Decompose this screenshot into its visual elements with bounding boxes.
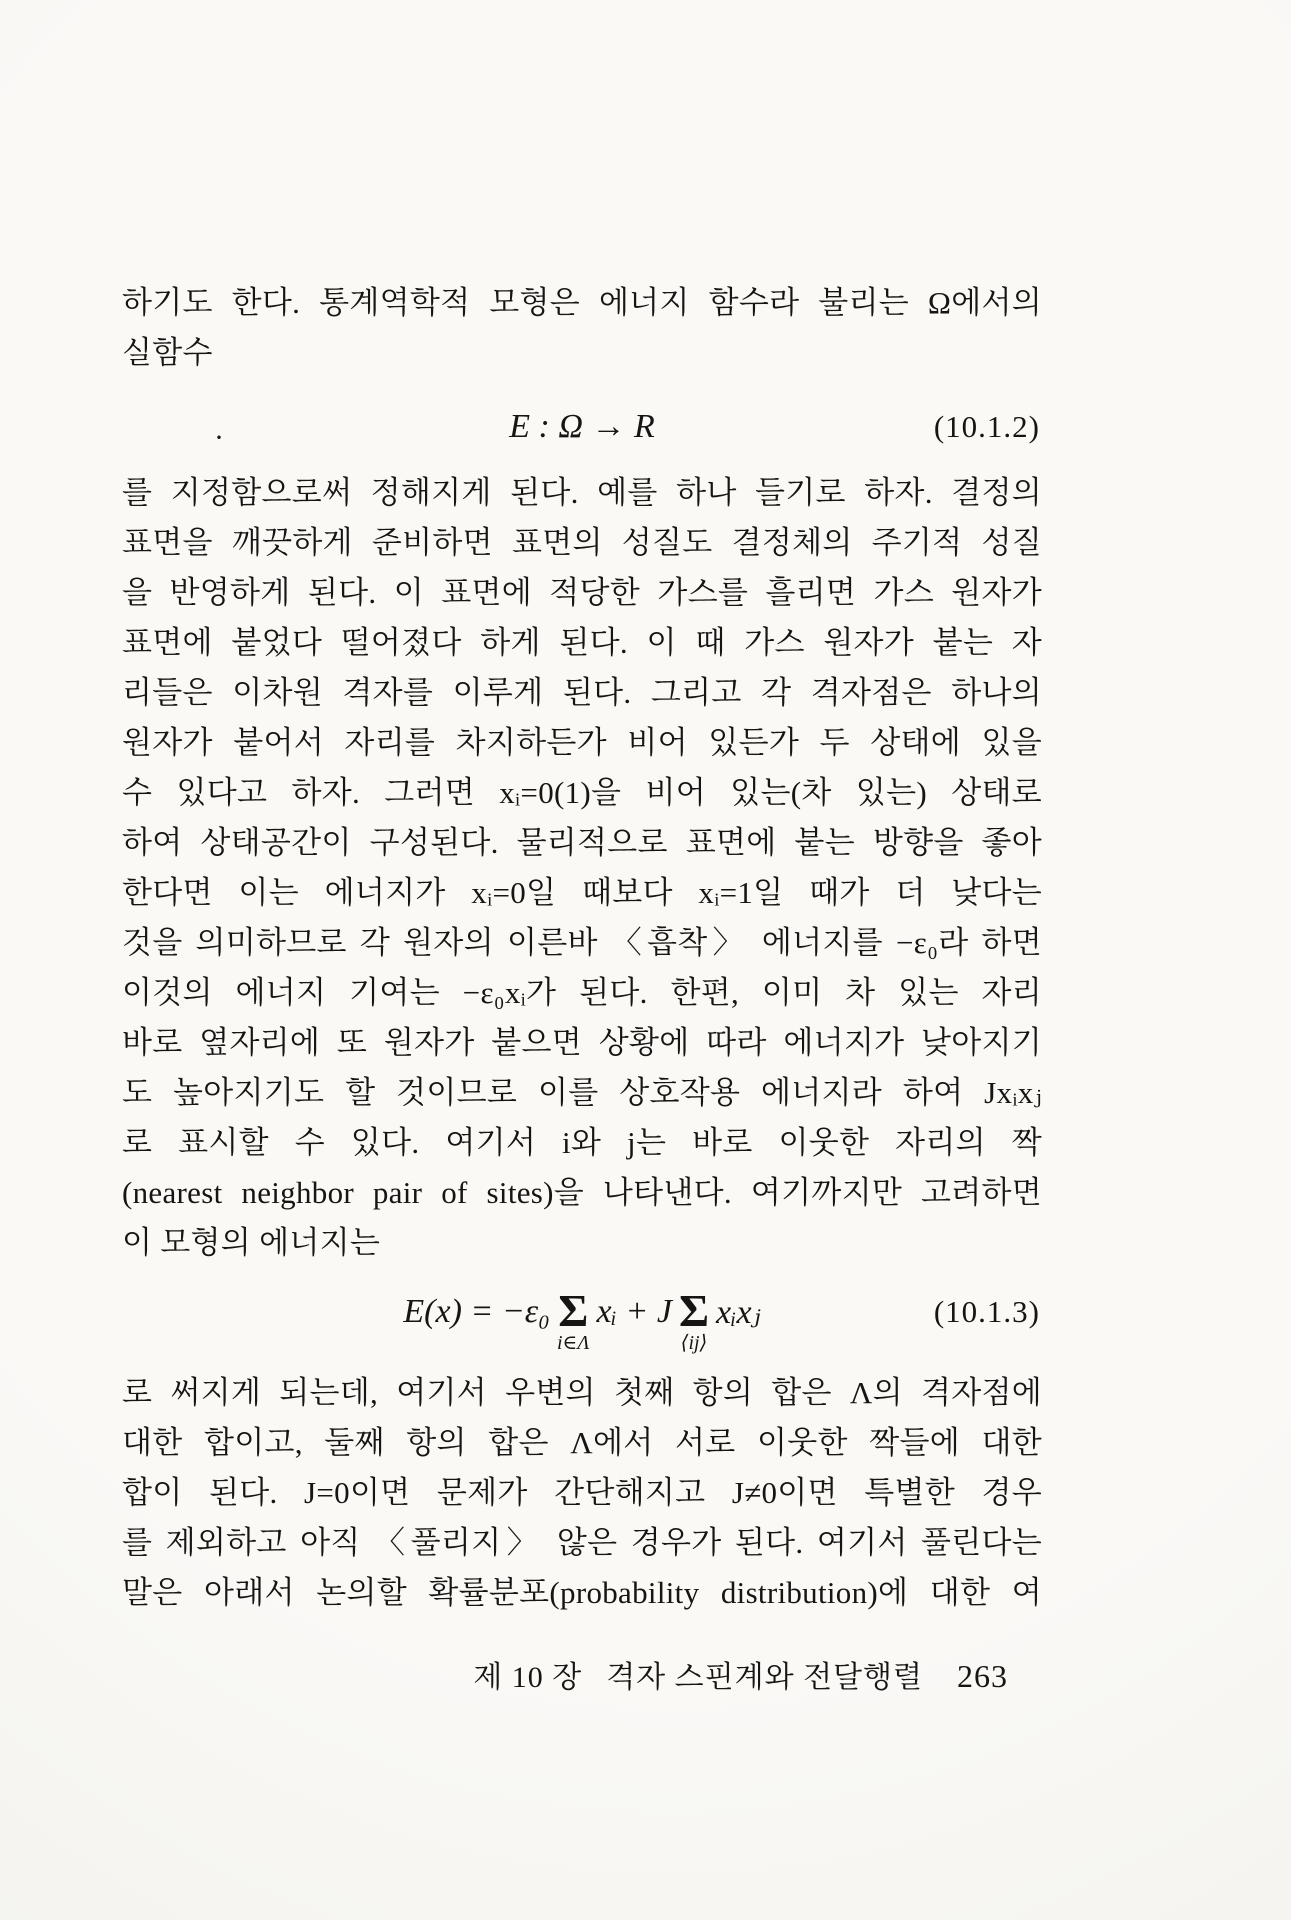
text-line: 실함수 xyxy=(122,335,213,370)
text-line: 를 지정함으로써 정해지게 된다. 예를 하나 들기로 하자. 결정의 xyxy=(122,475,1042,510)
equation-mid: xᵢ + J xyxy=(596,1293,672,1330)
paragraph-2-lines xyxy=(122,468,1042,1218)
chapter-title: 격자 스핀계와 전달행렬 xyxy=(606,1661,923,1694)
equation-10-1-3 xyxy=(122,1272,1042,1352)
equation-10-1-2 xyxy=(122,398,1042,456)
text-line: 로 써지게 되는데, 여기서 우변의 첫째 항의 합은 Λ의 격자점에 xyxy=(122,1375,1042,1410)
sum-limit: ⟨ij⟩ xyxy=(680,1332,708,1354)
equation-number: (10.1.3) xyxy=(933,1294,1040,1329)
text-line: 원자가 붙어서 자리를 차지하든가 비어 있든가 두 상태에 있을 xyxy=(122,725,1042,760)
text-line: 것을 의미하므로 각 원자의 이른바 〈흡착〉 에너지를 −ε₀라 하면 xyxy=(122,925,1042,960)
sigma-symbol: Σ xyxy=(558,1285,589,1336)
equation-number: (10.1.2) xyxy=(933,409,1040,444)
text-line: 을 반영하게 된다. 이 표면에 적당한 가스를 흘리면 가스 원자가 xyxy=(122,575,1042,610)
paragraph-3-lines xyxy=(122,1368,1042,1618)
text-line: 한다면 이는 에너지가 xᵢ=0일 때보다 xᵢ=1일 때가 더 낮다는 xyxy=(122,875,1042,910)
text-line: 수 있다고 하자. 그러면 xᵢ=0(1)을 비어 있는(차 있는) 상태로 xyxy=(122,775,1042,810)
page-number: 263 xyxy=(957,1658,1008,1694)
summation-over-pairs xyxy=(678,1285,710,1354)
text-line: 말은 아래서 논의할 확률분포(probability distribution)에 대한 여 xyxy=(122,1575,1042,1610)
text-line: 합이 된다. J=0이면 문제가 간단해지고 J≠0이면 특별한 경우 xyxy=(122,1475,1042,1510)
paragraph-1 xyxy=(122,278,1042,378)
summation-over-lattice xyxy=(557,1285,590,1354)
page-footer xyxy=(122,1652,1008,1696)
sum-limit: i∈Λ xyxy=(557,1332,590,1354)
equation-lhs: E(x) = −ε₀ xyxy=(403,1293,550,1330)
equation-rhs: xᵢxⱼ xyxy=(716,1294,761,1331)
text-line: 리들은 이차원 격자를 이루게 된다. 그리고 각 격자점은 하나의 xyxy=(122,675,1042,710)
sigma-symbol: Σ xyxy=(678,1285,710,1336)
text-line: 이것의 에너지 기여는 −ε₀xᵢ가 된다. 한편, 이미 차 있는 자리 xyxy=(122,975,1042,1010)
text-line: 이 모형의 에너지는 xyxy=(122,1225,381,1260)
text-line: 하여 상태공간이 구성된다. 물리적으로 표면에 붙는 방향을 좋아 xyxy=(122,825,1042,860)
equation-expression xyxy=(403,1280,761,1354)
text-line: 하기도 한다. 통계역학적 모형은 에너지 함수라 불리는 Ω에서의 xyxy=(122,285,1042,320)
stray-dot-mark: · xyxy=(214,421,224,455)
text-line: 도 높아지기도 할 것이므로 이를 상호작용 에너지라 하여 Jxᵢxⱼ xyxy=(122,1075,1042,1110)
paragraph-3 xyxy=(122,1368,1042,1618)
text-line: 표면을 깨끗하게 준비하면 표면의 성질도 결정체의 주기적 성질 xyxy=(122,525,1042,560)
equation-expression: E : Ω → R xyxy=(509,408,655,445)
chapter-label: 제 10 장 xyxy=(473,1661,583,1694)
text-line: 표면에 붙었다 떨어졌다 하게 된다. 이 때 가스 원자가 붙는 자 xyxy=(122,625,1042,660)
text-line: 를 제외하고 아직 〈풀리지〉 않은 경우가 된다. 여기서 풀린다는 xyxy=(122,1525,1042,1560)
text-line: 대한 합이고, 둘째 항의 합은 Λ에서 서로 이웃한 짝들에 대한 xyxy=(122,1425,1042,1460)
text-line: 바로 옆자리에 또 원자가 붙으면 상황에 따라 에너지가 낮아지기 xyxy=(122,1025,1042,1060)
paragraph-1-lines xyxy=(122,278,1042,328)
text-line: (nearest neighbor pair of sites)을 나타낸다. 여기까지만 고려하면 xyxy=(122,1175,1042,1210)
text-line: 로 표시할 수 있다. 여기서 i와 j는 바로 이웃한 자리의 짝 xyxy=(122,1125,1042,1160)
paragraph-2 xyxy=(122,468,1042,1268)
